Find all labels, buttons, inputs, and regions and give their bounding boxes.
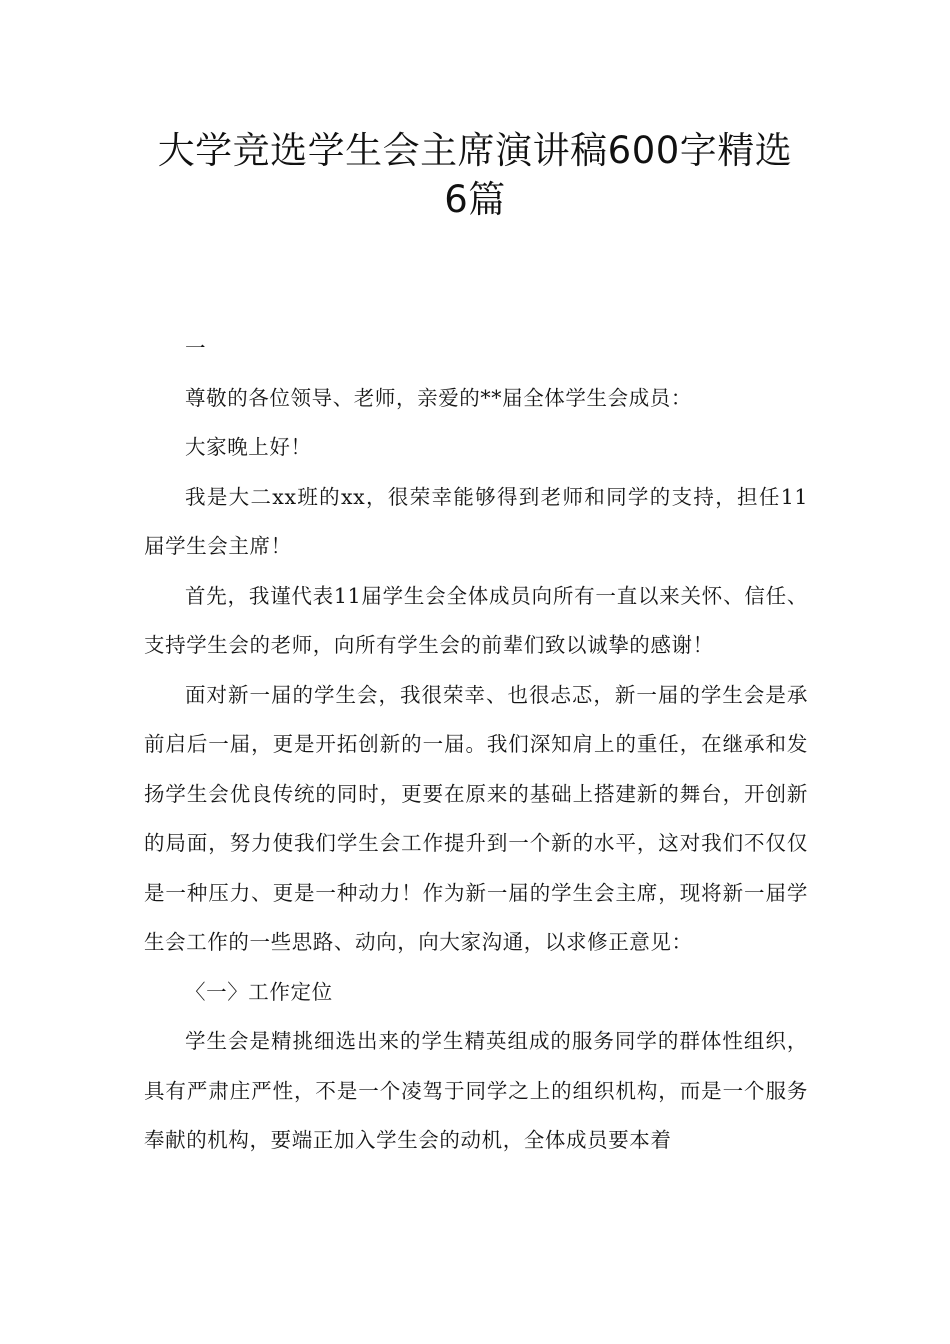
document-title: [120, 126, 830, 224]
body-paragraph: 面对新一届的学生会，我很荣幸、也很忐忑，新一届的学生会是承前启后一届，更是开拓创新的一届。我们深知肩上的重任，在继承和发扬学生会优良传统的同时，更要在原来的基础上搭建新的舞台，开创新的局面，努力使我们学生会工作提升到一个新的水平，这对我们不仅仅是一种压力、更是一种动力！作为新一届的学生会主席，现将新一届学生会工作的一些思路、动向，向大家沟通，以求修正意见：: [144, 682, 808, 954]
section-number: 一: [185, 336, 207, 360]
salutation: 尊敬的各位领导、老师，亲爱的**届全体学生会成员：: [185, 385, 692, 410]
body-paragraph: 我是大二xx班的xx，很荣幸能够得到老师和同学的支持，担任11届学生会主席！: [144, 484, 808, 558]
body-paragraph: 学生会是精挑细选出来的学生精英组成的服务同学的群体性组织，具有严肃庄严性，不是一个凌驾于同学之上的组织机构，而是一个服务奉献的机构，要端正加入学生会的动机，全体成员要本着: [144, 1029, 808, 1152]
title-line-1: 大学竞选学生会主席演讲稿600字精选: [157, 129, 793, 172]
body-paragraph: 首先，我谨代表11届学生会全体成员向所有一直以来关怀、信任、支持学生会的老师，向所有学生会的前辈们致以诚挚的感谢！: [144, 583, 808, 657]
title-line-2: 6篇: [444, 178, 506, 221]
subheading: 〈一〉工作定位: [185, 979, 333, 1004]
greeting: 大家晚上好！: [185, 435, 312, 459]
document-body: [144, 324, 808, 1166]
